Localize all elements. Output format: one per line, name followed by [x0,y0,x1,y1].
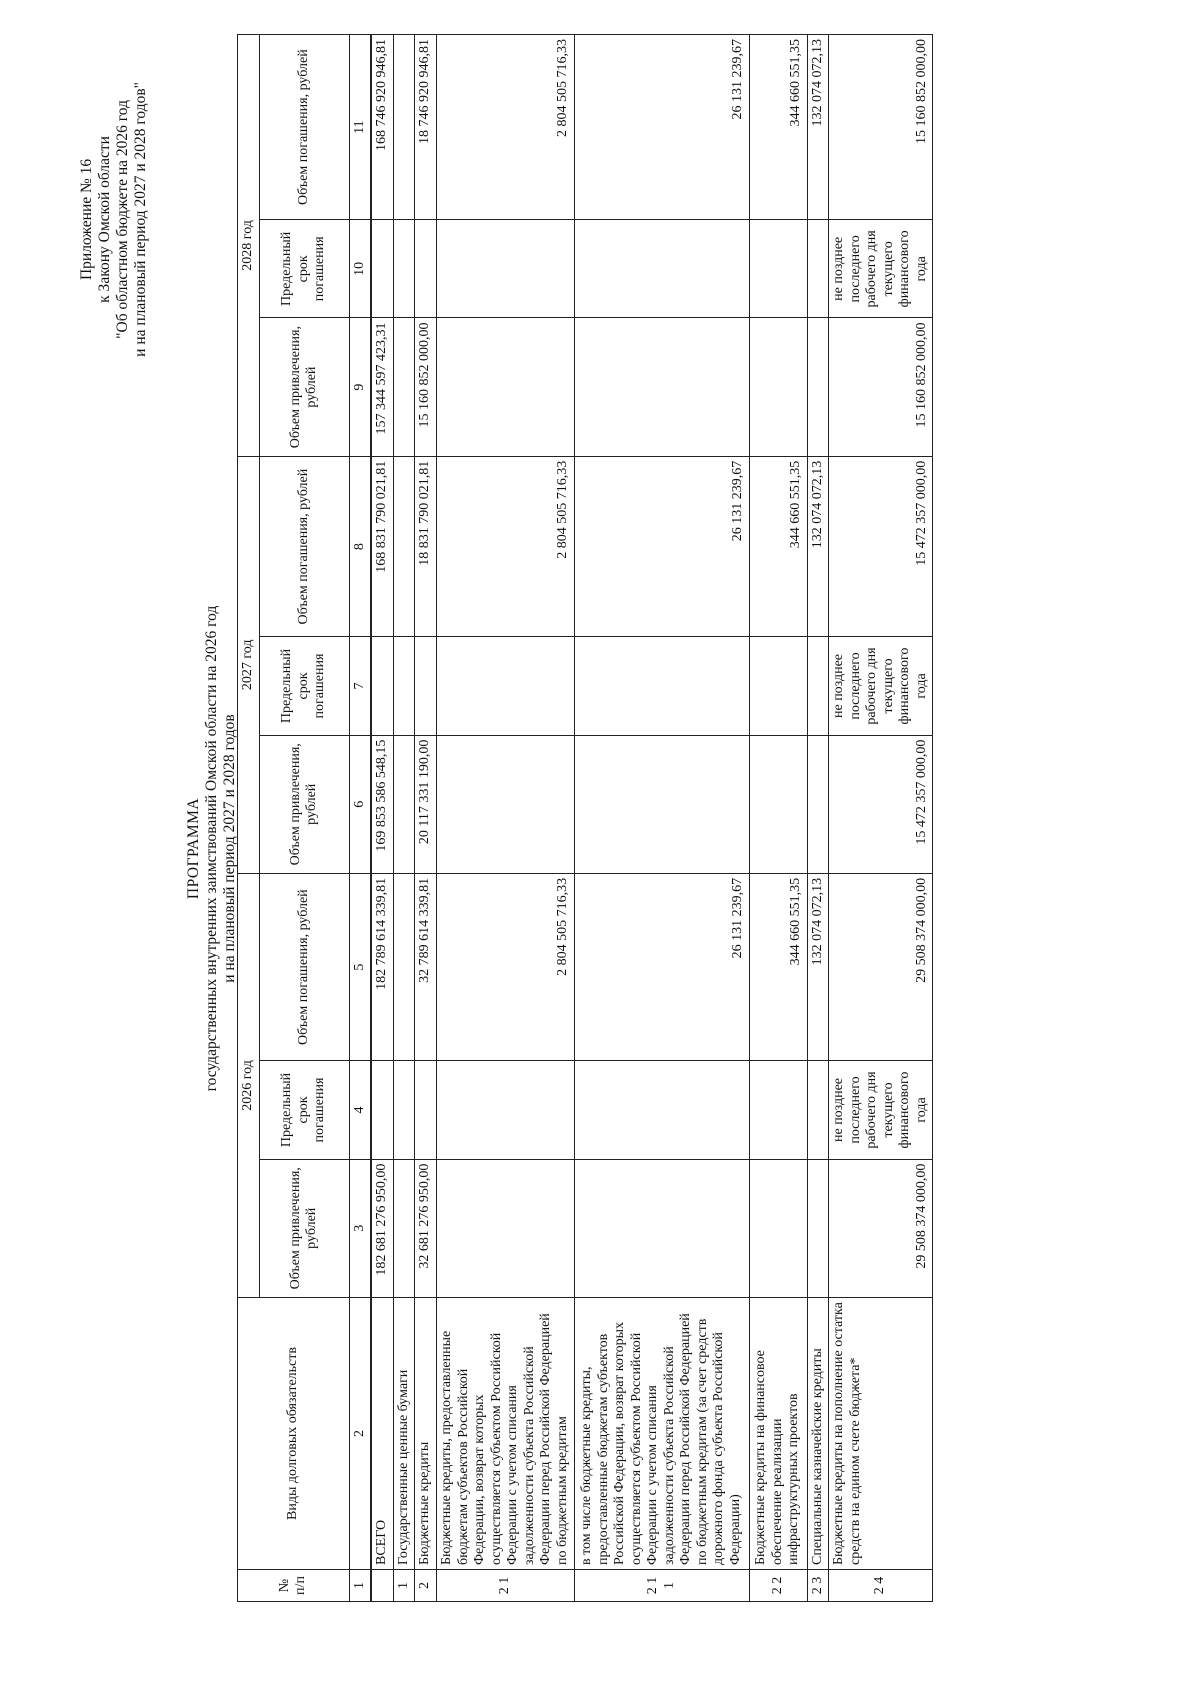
header-repay: Объем погашения, рублей [259,456,349,637]
cell-r28: 2 804 505 716,33 [436,35,574,220]
column-number: 5 [349,873,371,1060]
header-attract: Объем привлечения, рублей [259,1159,349,1297]
cell-num: 2 4 [829,1570,933,1602]
header-term: Предельный срок погашения [259,220,349,318]
cell-t26 [436,1061,574,1159]
cell-t28 [807,220,829,318]
column-number: 2 [349,1297,371,1569]
cell-num: 2 1 1 [574,1570,749,1602]
column-number: 10 [349,220,371,318]
cell-a27: 169 853 586 548,15 [371,735,393,873]
cell-r26: 29 508 374 000,00 [829,873,933,1060]
cell-a27 [393,735,415,873]
cell-t26 [574,1061,749,1159]
cell-a27 [574,735,749,873]
cell-t27 [393,637,415,735]
cell-a27: 20 117 331 190,00 [415,735,437,873]
cell-a26: 32 681 276 950,00 [415,1159,437,1297]
cell-r28: 18 746 920 946,81 [415,35,437,220]
cell-t28 [436,220,574,318]
cell-r26: 2 804 505 716,33 [436,873,574,1060]
cell-t27 [415,637,437,735]
cell-a26 [574,1159,749,1297]
cell-r27: 18 831 790 021,81 [415,456,437,637]
column-number: 4 [349,1061,371,1159]
cell-r28: 26 131 239,67 [574,35,749,220]
cell-t26 [807,1061,829,1159]
cell-num: 2 1 [436,1570,574,1602]
header-repay: Объем погашения, рублей [259,873,349,1060]
cell-t28 [574,220,749,318]
document-title [185,0,239,1697]
header-num: № п/п [238,1570,350,1602]
cell-r26: 132 074 072,13 [807,873,829,1060]
cell-t26 [371,1061,393,1159]
cell-r27: 15 472 357 000,00 [829,456,933,637]
cell-t26 [393,1061,415,1159]
header-year-2028: 2028 год [238,35,260,457]
cell-r26: 26 131 239,67 [574,873,749,1060]
cell-a28 [749,318,807,456]
cell-name: в том числе бюджетные кредиты, предоставленные бюджетам субъектов Российской Федерации, возврат которых осуществляется субъектом Российской Федерации с учетом списания задолженности субъекта Российской Федерации перед Российской Федерацией по бюджетным кредитам (за счет средств дорожного фонда субъекта Российской Федерации) [574,1297,749,1569]
cell-a26: 182 681 276 950,00 [371,1159,393,1297]
table-row [807,35,829,1602]
header-types: Виды долговых обязательств [238,1297,350,1569]
appendix-line: к Закону Омской области [96,136,113,303]
cell-a28: 15 160 852 000,00 [415,318,437,456]
cell-r27 [393,456,415,637]
column-number: 3 [349,1159,371,1297]
cell-num [371,1570,393,1602]
cell-t28: не позднее последнего рабочего дня текущего финансового года [829,220,933,318]
cell-t28 [749,220,807,318]
cell-name: Специальные казначейские кредиты [807,1297,829,1569]
column-number: 8 [349,456,371,637]
column-number: 6 [349,735,371,873]
header-attract: Объем привлечения, рублей [259,735,349,873]
cell-r27: 344 660 551,35 [749,456,807,637]
column-number: 11 [349,35,371,220]
cell-t27 [749,637,807,735]
header-year-2026: 2026 год [238,873,260,1297]
cell-a28 [574,318,749,456]
appendix-line: "Об областном бюджете на 2026 год [114,100,131,339]
header-term: Предельный срок погашения [259,637,349,735]
appendix-line: и на плановый период 2027 и 2028 годов" [132,82,149,357]
borrowing-table [237,34,933,1602]
cell-r28: 132 074 072,13 [807,35,829,220]
cell-r27: 168 831 790 021,81 [371,456,393,637]
cell-r26: 344 660 551,35 [749,873,807,1060]
cell-t27: не позднее последнего рабочего дня текущего финансового года [829,637,933,735]
table-row [574,35,749,1602]
appendix-header [78,82,150,357]
cell-t26 [415,1061,437,1159]
cell-a26 [436,1159,574,1297]
cell-a26 [749,1159,807,1297]
header-term: Предельный срок погашения [259,1061,349,1159]
cell-name: Бюджетные кредиты [415,1297,437,1569]
cell-a28: 15 160 852 000,00 [829,318,933,456]
cell-t27 [436,637,574,735]
cell-t28 [415,220,437,318]
table-row [749,35,807,1602]
cell-r26: 32 789 614 339,81 [415,873,437,1060]
cell-num: 2 2 [749,1570,807,1602]
table-row [436,35,574,1602]
cell-a28 [807,318,829,456]
cell-r27: 2 804 505 716,33 [436,456,574,637]
cell-name: ВСЕГО [371,1297,393,1569]
cell-a27: 15 472 357 000,00 [829,735,933,873]
column-number: 1 [349,1570,371,1602]
cell-t27 [807,637,829,735]
cell-r28: 15 160 852 000,00 [829,35,933,220]
cell-a26: 29 508 374 000,00 [829,1159,933,1297]
cell-r28: 344 660 551,35 [749,35,807,220]
table-row [415,35,437,1602]
appendix-line: Приложение № 16 [78,158,95,281]
cell-a28: 157 344 597 423,31 [371,318,393,456]
cell-a27 [749,735,807,873]
cell-r28: 168 746 920 946,81 [371,35,393,220]
cell-r26 [393,873,415,1060]
table-row [371,35,393,1602]
header-attract: Объем привлечения, рублей [259,318,349,456]
cell-r27: 26 131 239,67 [574,456,749,637]
cell-a26 [807,1159,829,1297]
header-year-2027: 2027 год [238,456,260,873]
table-row [829,35,933,1602]
cell-name: Бюджетные кредиты на финансовое обеспечение реализации инфраструктурных проектов [749,1297,807,1569]
cell-t26: не позднее последнего рабочего дня текущего финансового года [829,1061,933,1159]
cell-num: 1 [393,1570,415,1602]
title-main: ПРОГРАММА [185,797,202,900]
title-line: и на плановый период 2027 и 2028 годов [221,714,238,983]
cell-a28 [393,318,415,456]
cell-name: Бюджетные кредиты на пополнение остатка средств на едином счете бюджета* [829,1297,933,1569]
cell-t28 [371,220,393,318]
cell-num: 2 [415,1570,437,1602]
cell-name: Государственные ценные бумаги [393,1297,415,1569]
cell-t27 [371,637,393,735]
cell-t28 [393,220,415,318]
title-line: государственных внутренних заимствований Омской области на 2026 год [203,605,220,1092]
table-row [393,35,415,1602]
header-repay: Объем погашения, рублей [259,35,349,220]
cell-num: 2 3 [807,1570,829,1602]
column-number: 7 [349,637,371,735]
cell-t26 [749,1061,807,1159]
cell-a28 [436,318,574,456]
cell-r27: 132 074 072,13 [807,456,829,637]
cell-a26 [393,1159,415,1297]
cell-name: Бюджетные кредиты, предоставленные бюджетам субъектов Российской Федерации, возврат которых осуществляется субъектом Российской Федерации с учетом списания задолженности субъекта Российской Федерации перед Российской Федерацией по бюджетным кредитам [436,1297,574,1569]
cell-a27 [807,735,829,873]
cell-t27 [574,637,749,735]
column-number: 9 [349,318,371,456]
cell-r26: 182 789 614 339,81 [371,873,393,1060]
cell-r28 [393,35,415,220]
cell-a27 [436,735,574,873]
